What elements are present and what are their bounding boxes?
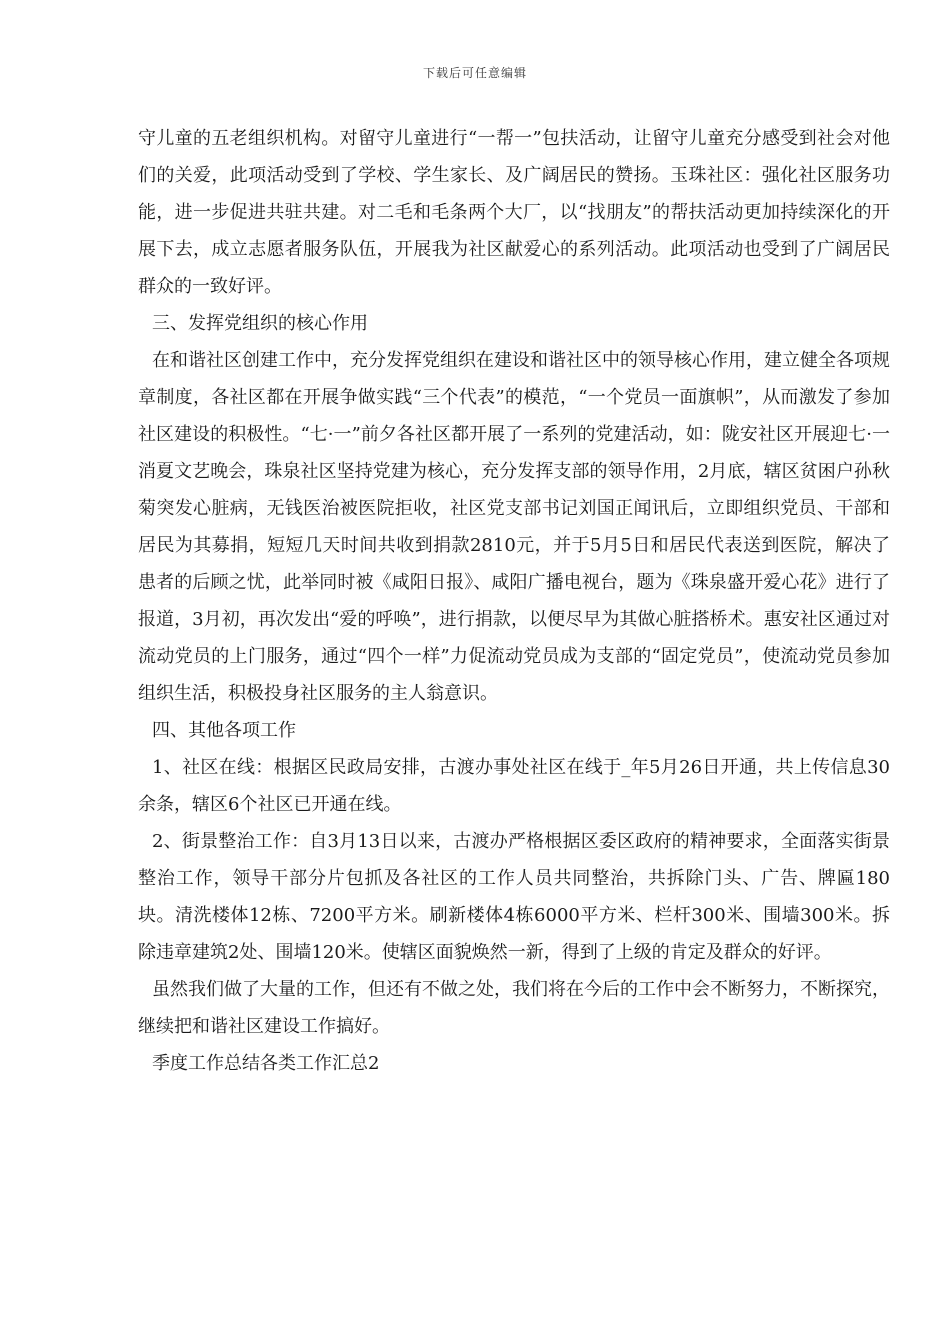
paragraph-party-work: 在和谐社区创建工作中，充分发挥党组织在建设和谐社区中的领导核心作用，建立健全各项规章制度，各社区都在开展争做实践“三个代表”的模范，“一个党员一面旗帜”，从而激发了参加社区建设的积极性。“七·一”前夕各社区都开展了一系列的党建活动，如：陇安社区开展迎七·一消夏文艺晚会，珠泉社区坚持党建为核心，充分发挥支部的领导作用，2月底，辖区贫困户孙秋菊突发心脏病，无钱医治被医院拒收，社区党支部书记刘国正闻讯后，立即组织党员、干部和居民为其募捐，短短几天时间共收到捐款2810元，并于5月5日和居民代表送到医院，解决了患者的后顾之忧，此举同时被《咸阳日报》、咸阳广播电视台，题为《珠泉盛开爱心花》进行了报道，3月初，再次发出“爱的呼唤”，进行捐款，以便尽早为其做心脏搭桥术。惠安社区通过对流动党员的上门服务，通过“四个一样”力促流动党员成为支部的“固定党员”，使流动党员参加组织生活，积极投身社区服务的主人翁意识。: [138, 350, 890, 704]
next-document-title: 季度工作总结各类工作汇总2: [152, 1053, 380, 1074]
paragraph-continuation: 守儿童的五老组织机构。对留守儿童进行“一帮一”包扶活动，让留守儿童充分感受到社会对他们的关爱，此项活动受到了学校、学生家长、及广阔居民的赞扬。玉珠社区：强化社区服务功能，进一步促进共驻共建。对二毛和毛条两个大厂，以“找朋友”的帮扶活动更加持续深化的开展下去，成立志愿者服务队伍，开展我为社区献爱心的系列活动。此项活动也受到了广阔居民群众的一致好评。: [138, 128, 890, 297]
page-header-note: 下载后可任意编辑: [422, 66, 527, 80]
paragraph-community-online: 1、社区在线：根据区民政局安排，古渡办事处社区在线于_年5月26日开通，共上传信息30余条，辖区6个社区已开通在线。: [138, 757, 890, 815]
document-body: [138, 120, 890, 1082]
section-heading-party-core: 三、发挥党组织的核心作用: [152, 313, 368, 334]
paragraph-conclusion: 虽然我们做了大量的工作，但还有不做之处，我们将在今后的工作中会不断努力，不断探究，继续把和谐社区建设工作搞好。: [138, 979, 890, 1037]
paragraph-street-renovation: 2、街景整治工作：自3月13日以来，古渡办严格根据区委区政府的精神要求，全面落实街景整治工作，领导干部分片包抓及各社区的工作人员共同整治，共拆除门头、广告、牌匾180块。清洗楼体12栋、7200平方米。刷新楼体4栋6000平方米、栏杆300米、围墙300米。拆除违章建筑2处、围墙120米。使辖区面貌焕然一新，得到了上级的肯定及群众的好评。: [138, 831, 890, 963]
section-heading-other-work: 四、其他各项工作: [152, 720, 296, 741]
